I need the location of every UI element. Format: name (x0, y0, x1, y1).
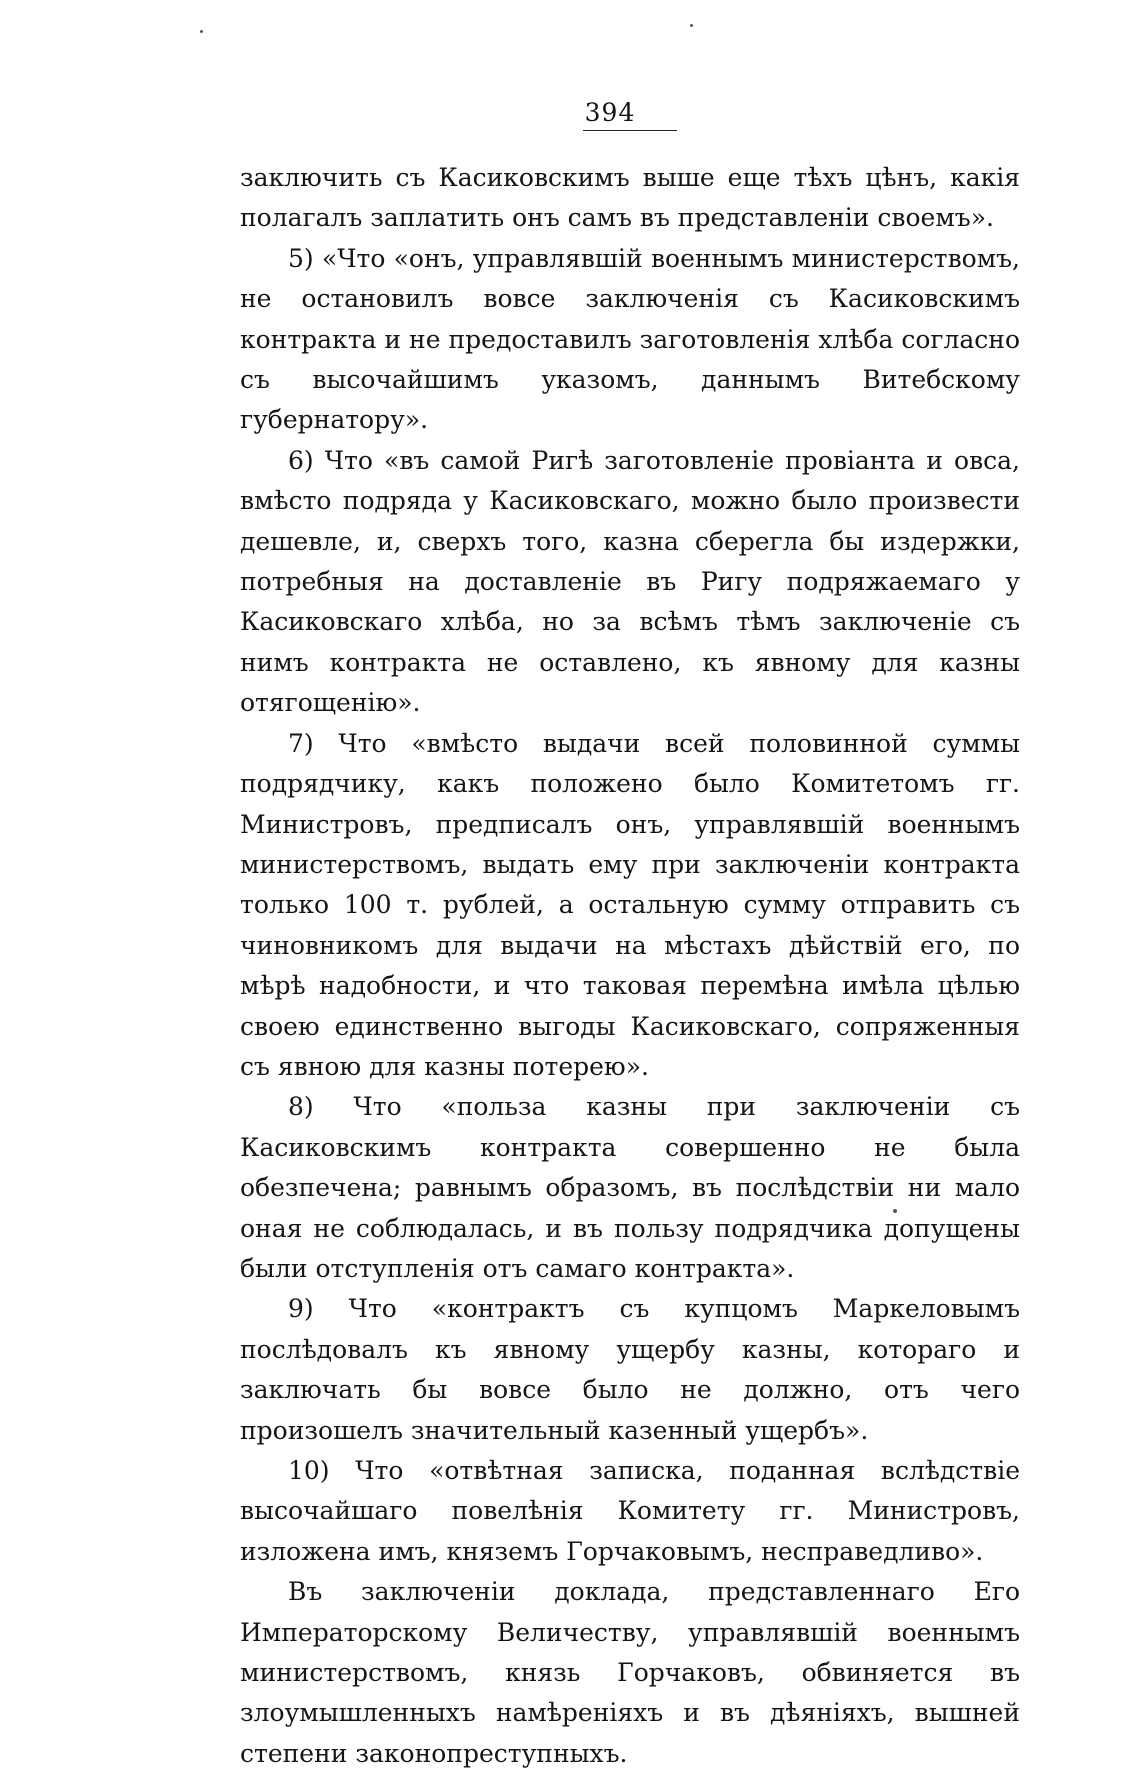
scan-speck (200, 30, 203, 33)
paragraph-item-6: 6) Что «въ самой Ригѣ заготовленіе провіанта и овса, вмѣсто подряда у Касиковскаго, можно было произвести дешевле, и, сверхъ того, казна сберегла бы издержки, потребныя на доставленіе въ Ригу подряжаемаго у Касиковскаго хлѣба, но за всѣмъ тѣмъ заключеніе съ нимъ контракта не оставлено, къ явному для казны отягощенію». (240, 445, 1020, 718)
page-number: 394 (584, 98, 636, 127)
paragraph-continuation: заключить съ Касиковскимъ выше еще тѣхъ цѣнъ, какія полагалъ заплатить онъ самъ въ представленіи своемъ». (240, 163, 1020, 233)
paragraph-item-7: 7) Что «вмѣсто выдачи всей половинной суммы подрядчику, какъ положено было Комитетомъ гг. Министровъ, предписалъ онъ, управлявшій военнымъ министерствомъ, выдать ему при заключеніи контракта только 100 т. рублей, а остальную сумму отправить съ чиновникомъ для выдачи на мѣстахъ дѣйствій его, по мѣрѣ надобности, и что таковая перемѣна имѣла цѣлью своею единственно выгоды Касиковскаго, сопряженныя съ явною для казны потерею». (240, 728, 1020, 1081)
scan-speck (893, 1209, 897, 1213)
body-text (240, 158, 1020, 1774)
page-number-rule (583, 130, 677, 131)
paragraph-item-10: 10) Что «отвѣтная записка, поданная вслѣдствіе высочайшаго повелѣнія Комитету гг. Министровъ, изложена имъ, княземъ Горчаковымъ, несправедливо». (240, 1456, 1020, 1566)
paragraph-item-8: 8) Что «польза казны при заключеніи съ Касиковскимъ контракта совершенно не была обезпечена; равнымъ образомъ, въ послѣдствіи ни мало оная не соблюдалась, и въ пользу подрядчика допущены были отступленія отъ самаго контракта». (240, 1092, 1020, 1283)
paragraph-item-9: 9) Что «контрактъ съ купцомъ Маркеловымъ послѣдовалъ къ явному ущербу казны, котораго и заключать бы вовсе было не должно, отъ чего произошелъ значительный казенный ущербъ». (240, 1294, 1020, 1445)
paragraph-item-5: 5) «Что «онъ, управлявшій военнымъ министерствомъ, не остановилъ вовсе заключенія съ Касиковскимъ контракта и не предоставилъ заготовленія хлѣба согласно съ высочайшимъ указомъ, даннымъ Витебскому губернатору». (240, 243, 1020, 435)
paragraph-conclusion: Въ заключеніи доклада, представленнаго Его Императорскому Величеству, управлявшій военнымъ министерствомъ, князь Горчаковъ, обвиняется въ злоумышленныхъ намѣреніяхъ и въ дѣяніяхъ, вышней степени законопреступныхъ. (240, 1577, 1020, 1768)
scan-speck (690, 24, 693, 27)
